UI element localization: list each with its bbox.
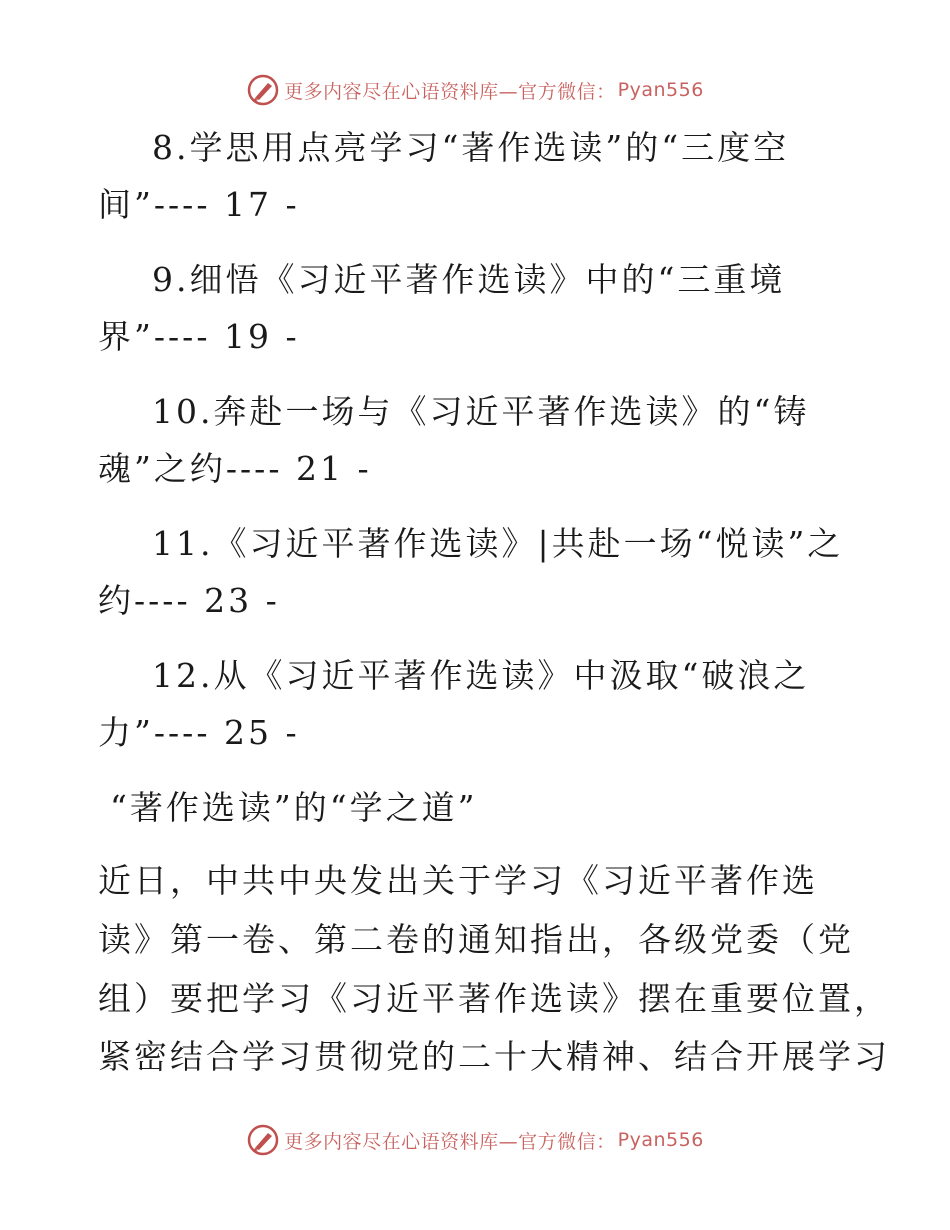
watermark-header	[0, 70, 950, 110]
watermark-text: 更多内容尽在心语资料库—官方微信：	[284, 80, 616, 103]
toc-item-11-line1: 11.《习近平著作选读》|共赴一场“悦读”之	[152, 524, 844, 563]
article-body-line: 读》第一卷、第二卷的通知指出，各级党委（党	[98, 920, 854, 959]
toc-item-8-line2: 间”---- 17 -	[98, 185, 300, 224]
toc-item-12-line2: 力”---- 25 -	[98, 713, 300, 752]
toc-item-9-line1: 9.细悟《习近平著作选读》中的“三重境	[152, 260, 786, 299]
article-body-line: 近日，中共中央发出关于学习《习近平著作选	[98, 861, 818, 900]
toc-item-10-line1: 10.奔赴一场与《习近平著作选读》的“铸	[152, 392, 810, 431]
toc-item-12-line1: 12.从《习近平著作选读》中汲取“破浪之	[152, 656, 810, 695]
pen-logo-icon	[246, 73, 280, 107]
watermark-footer	[0, 1120, 950, 1160]
article-body-line: 组）要把学习《习近平著作选读》摆在重要位置，	[98, 979, 890, 1018]
article-title: “著作选读”的“学之道”	[110, 788, 478, 827]
pen-logo-icon	[246, 1123, 280, 1157]
toc-item-9-line2: 界”---- 19 -	[98, 317, 300, 356]
toc-item-10-line2: 魂”之约---- 21 -	[98, 449, 372, 488]
toc-item-11-line2: 约---- 23 -	[98, 581, 280, 620]
watermark-wechat-id: Pyan556	[617, 1129, 704, 1151]
watermark-text: 更多内容尽在心语资料库—官方微信：	[284, 1130, 616, 1153]
watermark-wechat-id: Pyan556	[617, 79, 704, 101]
toc-item-8-line1: 8.学思用点亮学习“著作选读”的“三度空	[152, 128, 790, 167]
article-body-line: 紧密结合学习贯彻党的二十大精神、结合开展学习	[98, 1037, 890, 1076]
